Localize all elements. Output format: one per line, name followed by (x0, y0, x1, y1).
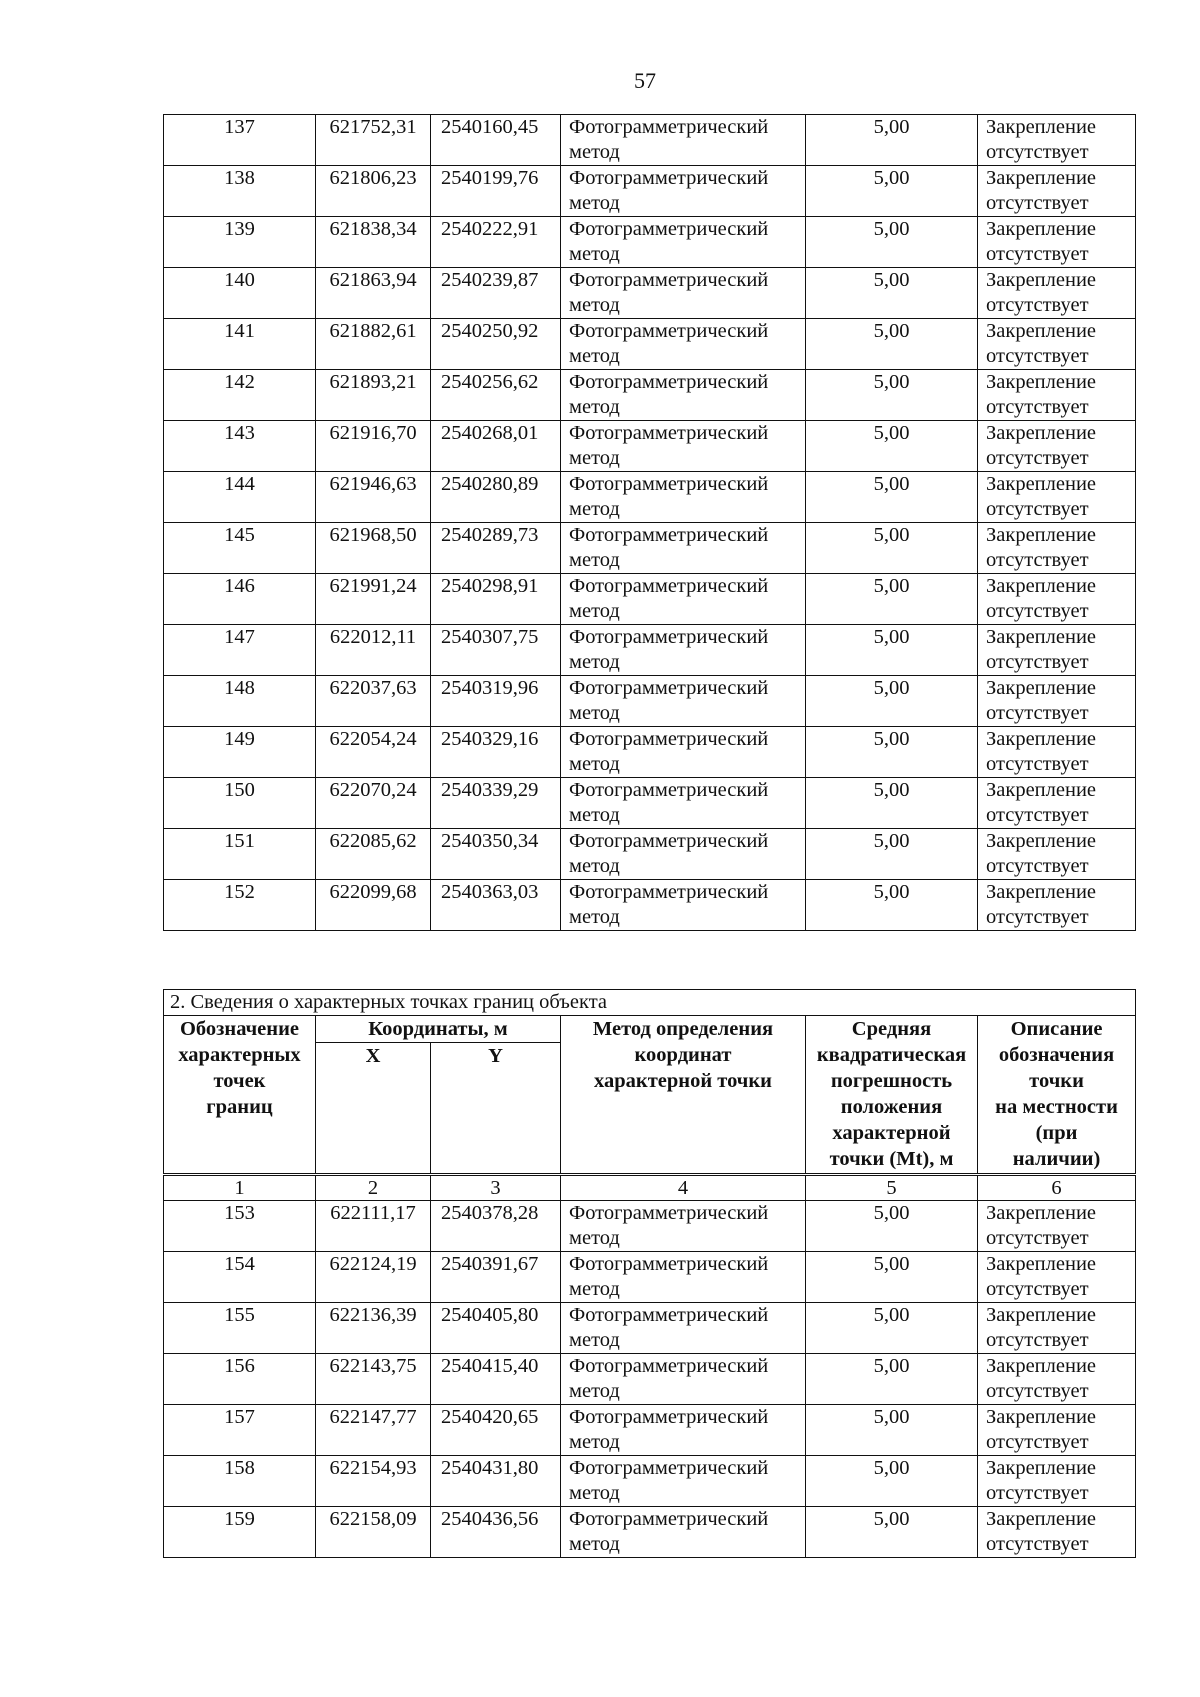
coord-y-cell: 2540307,75 (431, 625, 561, 676)
method-cell (561, 778, 806, 829)
method-line: метод (569, 855, 620, 877)
point-number-cell: 145 (164, 523, 316, 574)
header-coordinates: Координаты, м (316, 1016, 561, 1043)
point-number-cell: 152 (164, 880, 316, 931)
table-row (164, 625, 1136, 676)
description-cell (978, 472, 1136, 523)
description-line: Закрепление (986, 1508, 1097, 1530)
method-line: Фотограмметрический (569, 779, 769, 801)
method-line: метод (569, 396, 620, 418)
coord-x-cell: 622085,62 (316, 829, 431, 880)
error-cell: 5,00 (806, 370, 978, 421)
point-number-cell: 156 (164, 1354, 316, 1405)
table-row (164, 523, 1136, 574)
header-error-line: Средняя (851, 1018, 932, 1040)
point-number-cell: 144 (164, 472, 316, 523)
coord-x-cell: 622136,39 (316, 1303, 431, 1354)
description-line: отсутствует (986, 804, 1089, 826)
column-number: 6 (978, 1175, 1136, 1201)
description-line: Закрепление (986, 575, 1097, 597)
description-cell (978, 625, 1136, 676)
error-cell: 5,00 (806, 523, 978, 574)
table-body (164, 115, 1136, 931)
method-line: Фотограмметрический (569, 1406, 769, 1428)
description-line: отсутствует (986, 1278, 1089, 1300)
coord-y-cell: 2540391,67 (431, 1252, 561, 1303)
table-header (164, 990, 1136, 1201)
error-cell: 5,00 (806, 319, 978, 370)
table-row (164, 880, 1136, 931)
description-cell (978, 1354, 1136, 1405)
error-cell: 5,00 (806, 217, 978, 268)
coord-x-cell: 621991,24 (316, 574, 431, 625)
error-cell: 5,00 (806, 166, 978, 217)
description-cell (978, 1303, 1136, 1354)
table-row (164, 727, 1136, 778)
header-description-line: точки (1029, 1070, 1084, 1092)
coord-y-cell: 2540268,01 (431, 421, 561, 472)
header-error-line: погрешность (830, 1070, 953, 1092)
description-line: Закрепление (986, 1253, 1097, 1275)
column-number: 2 (316, 1175, 431, 1201)
coord-y-cell: 2540289,73 (431, 523, 561, 574)
description-line: Закрепление (986, 116, 1097, 138)
method-cell (561, 676, 806, 727)
description-cell (978, 421, 1136, 472)
point-number-cell: 157 (164, 1405, 316, 1456)
table-row (164, 1405, 1136, 1456)
error-cell: 5,00 (806, 1405, 978, 1456)
description-cell (978, 319, 1136, 370)
method-line: Фотограмметрический (569, 371, 769, 393)
method-line: метод (569, 447, 620, 469)
description-line: отсутствует (986, 1227, 1089, 1249)
description-cell (978, 268, 1136, 319)
method-line: Фотограмметрический (569, 473, 769, 495)
description-cell (978, 523, 1136, 574)
description-line: Закрепление (986, 371, 1097, 393)
point-number-cell: 150 (164, 778, 316, 829)
description-line: Закрепление (986, 677, 1097, 699)
description-line: Закрепление (986, 830, 1097, 852)
method-cell (561, 880, 806, 931)
method-line: метод (569, 651, 620, 673)
method-line: метод (569, 1533, 620, 1555)
coord-x-cell: 621916,70 (316, 421, 431, 472)
error-cell: 5,00 (806, 1252, 978, 1303)
description-line: Закрепление (986, 320, 1097, 342)
coord-y-cell: 2540199,76 (431, 166, 561, 217)
coord-x-cell: 622143,75 (316, 1354, 431, 1405)
description-line: отсутствует (986, 600, 1089, 622)
description-line: отсутствует (986, 1380, 1089, 1402)
method-line: метод (569, 294, 620, 316)
method-cell (561, 1201, 806, 1252)
point-number-cell: 141 (164, 319, 316, 370)
description-line: Закрепление (986, 473, 1097, 495)
header-error (806, 1016, 978, 1175)
coord-y-cell: 2540298,91 (431, 574, 561, 625)
method-cell (561, 574, 806, 625)
description-line: Закрепление (986, 881, 1097, 903)
header-designation-line: Обозначение (179, 1018, 300, 1040)
description-line: отсутствует (986, 702, 1089, 724)
coord-y-cell: 2540378,28 (431, 1201, 561, 1252)
description-cell (978, 1252, 1136, 1303)
description-cell (978, 1201, 1136, 1252)
header-designation-line: границ (206, 1096, 273, 1118)
coord-y-cell: 2540319,96 (431, 676, 561, 727)
header-description-line: обозначения (998, 1044, 1115, 1066)
error-cell: 5,00 (806, 1303, 978, 1354)
point-number-cell: 147 (164, 625, 316, 676)
coord-y-cell: 2540436,56 (431, 1507, 561, 1558)
coord-x-cell: 622037,63 (316, 676, 431, 727)
method-cell (561, 1405, 806, 1456)
description-line: Закрепление (986, 218, 1097, 240)
method-line: метод (569, 702, 620, 724)
description-line: Закрепление (986, 422, 1097, 444)
error-cell: 5,00 (806, 268, 978, 319)
description-line: отсутствует (986, 855, 1089, 877)
column-number: 1 (164, 1175, 316, 1201)
coord-y-cell: 2540160,45 (431, 115, 561, 166)
method-line: метод (569, 1380, 620, 1402)
coord-y-cell: 2540405,80 (431, 1303, 561, 1354)
table-row (164, 1456, 1136, 1507)
point-number-cell: 155 (164, 1303, 316, 1354)
error-cell: 5,00 (806, 115, 978, 166)
method-cell (561, 268, 806, 319)
coord-x-cell: 622111,17 (316, 1201, 431, 1252)
coord-x-cell: 621968,50 (316, 523, 431, 574)
point-number-cell: 139 (164, 217, 316, 268)
point-number-cell: 159 (164, 1507, 316, 1558)
description-cell (978, 574, 1136, 625)
method-cell (561, 625, 806, 676)
header-error-line: точки (Mt), м (829, 1148, 954, 1170)
boundary-points-table-continued (163, 114, 1136, 931)
method-line: метод (569, 1431, 620, 1453)
description-line: Закрепление (986, 1304, 1097, 1326)
header-x: X (316, 1043, 431, 1175)
error-cell: 5,00 (806, 625, 978, 676)
method-line: метод (569, 1329, 620, 1351)
method-line: Фотограмметрический (569, 218, 769, 240)
description-line: отсутствует (986, 447, 1089, 469)
description-line: отсутствует (986, 192, 1089, 214)
method-line: Фотограмметрический (569, 677, 769, 699)
method-line: метод (569, 345, 620, 367)
method-line: метод (569, 906, 620, 928)
point-number-cell: 138 (164, 166, 316, 217)
header-method (561, 1016, 806, 1175)
method-line: метод (569, 753, 620, 775)
description-cell (978, 829, 1136, 880)
method-cell (561, 472, 806, 523)
description-line: Закрепление (986, 524, 1097, 546)
method-line: метод (569, 243, 620, 265)
method-line: метод (569, 498, 620, 520)
method-cell (561, 1507, 806, 1558)
coord-x-cell: 622147,77 (316, 1405, 431, 1456)
method-line: Фотограмметрический (569, 524, 769, 546)
page-number: 57 (634, 68, 656, 93)
description-line: Закрепление (986, 167, 1097, 189)
error-cell: 5,00 (806, 778, 978, 829)
description-cell (978, 778, 1136, 829)
method-line: Фотограмметрический (569, 116, 769, 138)
description-line: Закрепление (986, 626, 1097, 648)
description-line: отсутствует (986, 1482, 1089, 1504)
method-line: метод (569, 1278, 620, 1300)
coord-y-cell: 2540222,91 (431, 217, 561, 268)
point-number-cell: 137 (164, 115, 316, 166)
description-line: отсутствует (986, 243, 1089, 265)
description-line: отсутствует (986, 1329, 1089, 1351)
table-row (164, 1201, 1136, 1252)
method-line: Фотограмметрический (569, 1202, 769, 1224)
header-description (978, 1016, 1136, 1175)
method-cell (561, 217, 806, 268)
header-error-line: положения (840, 1096, 943, 1118)
header-designation-line: точек (213, 1070, 266, 1092)
description-line: отсутствует (986, 1533, 1089, 1555)
method-line: Фотограмметрический (569, 320, 769, 342)
description-line: Закрепление (986, 728, 1097, 750)
description-line: отсутствует (986, 1431, 1089, 1453)
coord-x-cell: 622099,68 (316, 880, 431, 931)
description-line: отсутствует (986, 294, 1089, 316)
coord-x-cell: 621882,61 (316, 319, 431, 370)
error-cell: 5,00 (806, 727, 978, 778)
description-line: отсутствует (986, 549, 1089, 571)
table-row (164, 676, 1136, 727)
table-row (164, 1354, 1136, 1405)
point-number-cell: 154 (164, 1252, 316, 1303)
description-cell (978, 1456, 1136, 1507)
point-number-cell: 146 (164, 574, 316, 625)
description-line: Закрепление (986, 1202, 1097, 1224)
coord-y-cell: 2540280,89 (431, 472, 561, 523)
table-row (164, 421, 1136, 472)
header-description-line: на местности (995, 1096, 1118, 1118)
coord-x-cell: 622154,93 (316, 1456, 431, 1507)
table-row (164, 370, 1136, 421)
method-cell (561, 1354, 806, 1405)
method-line: Фотограмметрический (569, 1253, 769, 1275)
method-line: метод (569, 549, 620, 571)
table-row (164, 166, 1136, 217)
coord-y-cell: 2540239,87 (431, 268, 561, 319)
description-cell (978, 217, 1136, 268)
method-line: Фотограмметрический (569, 626, 769, 648)
coord-y-cell: 2540363,03 (431, 880, 561, 931)
coord-y-cell: 2540250,92 (431, 319, 561, 370)
point-number-cell: 148 (164, 676, 316, 727)
table-row (164, 1303, 1136, 1354)
coord-x-cell: 621838,34 (316, 217, 431, 268)
coord-x-cell: 622070,24 (316, 778, 431, 829)
table-row (164, 829, 1136, 880)
description-line: Закрепление (986, 779, 1097, 801)
description-line: Закрепление (986, 1406, 1097, 1428)
description-cell (978, 166, 1136, 217)
table-row (164, 268, 1136, 319)
coord-y-cell: 2540431,80 (431, 1456, 561, 1507)
method-line: Фотограмметрический (569, 1457, 769, 1479)
method-line: Фотограмметрический (569, 830, 769, 852)
error-cell: 5,00 (806, 421, 978, 472)
error-cell: 5,00 (806, 880, 978, 931)
coord-y-cell: 2540256,62 (431, 370, 561, 421)
table-row (164, 115, 1136, 166)
method-line: Фотограмметрический (569, 422, 769, 444)
error-cell: 5,00 (806, 472, 978, 523)
point-number-cell: 158 (164, 1456, 316, 1507)
method-line: Фотограмметрический (569, 167, 769, 189)
description-line: Закрепление (986, 1355, 1097, 1377)
method-cell (561, 1303, 806, 1354)
description-cell (978, 880, 1136, 931)
description-line: отсутствует (986, 498, 1089, 520)
method-cell (561, 166, 806, 217)
description-line: отсутствует (986, 906, 1089, 928)
error-cell: 5,00 (806, 829, 978, 880)
description-line: Закрепление (986, 1457, 1097, 1479)
header-error-line: характерной (832, 1122, 951, 1144)
description-line: Закрепление (986, 269, 1097, 291)
description-cell (978, 115, 1136, 166)
coord-x-cell: 622158,09 (316, 1507, 431, 1558)
coord-x-cell: 622012,11 (316, 625, 431, 676)
point-number-cell: 140 (164, 268, 316, 319)
header-y: Y (431, 1043, 561, 1175)
coord-x-cell: 622054,24 (316, 727, 431, 778)
method-line: Фотограмметрический (569, 269, 769, 291)
method-cell (561, 727, 806, 778)
method-cell (561, 829, 806, 880)
point-number-cell: 151 (164, 829, 316, 880)
boundary-points-table (163, 989, 1136, 1558)
method-cell (561, 115, 806, 166)
method-line: метод (569, 192, 620, 214)
error-cell: 5,00 (806, 1456, 978, 1507)
description-cell (978, 727, 1136, 778)
coord-y-cell: 2540339,29 (431, 778, 561, 829)
method-cell (561, 319, 806, 370)
header-description-line: наличии) (1012, 1148, 1101, 1170)
method-line: метод (569, 141, 620, 163)
table-row (164, 574, 1136, 625)
coord-x-cell: 621863,94 (316, 268, 431, 319)
method-line: Фотограмметрический (569, 728, 769, 750)
header-description-line: Описание (1010, 1018, 1103, 1040)
method-line: метод (569, 1227, 620, 1249)
error-cell: 5,00 (806, 1201, 978, 1252)
description-line: отсутствует (986, 396, 1089, 418)
method-cell (561, 1456, 806, 1507)
point-number-cell: 153 (164, 1201, 316, 1252)
coord-x-cell: 622124,19 (316, 1252, 431, 1303)
table-row (164, 319, 1136, 370)
coord-y-cell: 2540420,65 (431, 1405, 561, 1456)
method-cell (561, 421, 806, 472)
method-line: метод (569, 804, 620, 826)
error-cell: 5,00 (806, 1507, 978, 1558)
description-line: отсутствует (986, 345, 1089, 367)
table-caption: 2. Сведения о характерных точках границ объекта (164, 990, 1136, 1016)
description-cell (978, 1507, 1136, 1558)
column-number: 3 (431, 1175, 561, 1201)
table-row (164, 1507, 1136, 1558)
coord-y-cell: 2540329,16 (431, 727, 561, 778)
coord-x-cell: 621946,63 (316, 472, 431, 523)
method-line: метод (569, 600, 620, 622)
coord-x-cell: 621752,31 (316, 115, 431, 166)
method-line: Фотограмметрический (569, 1355, 769, 1377)
method-cell (561, 370, 806, 421)
method-line: метод (569, 1482, 620, 1504)
point-number-cell: 149 (164, 727, 316, 778)
coord-x-cell: 621893,21 (316, 370, 431, 421)
method-line: Фотограмметрический (569, 1508, 769, 1530)
column-number: 5 (806, 1175, 978, 1201)
point-number-cell: 142 (164, 370, 316, 421)
description-line: отсутствует (986, 141, 1089, 163)
coord-x-cell: 621806,23 (316, 166, 431, 217)
column-number: 4 (561, 1175, 806, 1201)
header-designation-line: характерных (178, 1044, 301, 1066)
method-cell (561, 1252, 806, 1303)
header-description-line: (при (1035, 1122, 1078, 1144)
table-body (164, 1201, 1136, 1558)
method-line: Фотограмметрический (569, 1304, 769, 1326)
table-row (164, 778, 1136, 829)
coord-y-cell: 2540350,34 (431, 829, 561, 880)
coord-y-cell: 2540415,40 (431, 1354, 561, 1405)
header-error-line: квадратическая (816, 1044, 967, 1066)
description-line: отсутствует (986, 753, 1089, 775)
table-row (164, 472, 1136, 523)
point-number-cell: 143 (164, 421, 316, 472)
error-cell: 5,00 (806, 574, 978, 625)
description-cell (978, 1405, 1136, 1456)
header-method-line: характерной точки (594, 1070, 772, 1092)
error-cell: 5,00 (806, 1354, 978, 1405)
description-line: отсутствует (986, 651, 1089, 673)
table-row (164, 1252, 1136, 1303)
header-method-line: Метод определения (592, 1018, 774, 1040)
description-cell (978, 676, 1136, 727)
header-method-line: координат (634, 1044, 732, 1066)
column-numbers-row (164, 1175, 1136, 1201)
description-cell (978, 370, 1136, 421)
table-row (164, 217, 1136, 268)
error-cell: 5,00 (806, 676, 978, 727)
method-cell (561, 523, 806, 574)
method-line: Фотограмметрический (569, 575, 769, 597)
header-designation (164, 1016, 316, 1175)
method-line: Фотограмметрический (569, 881, 769, 903)
